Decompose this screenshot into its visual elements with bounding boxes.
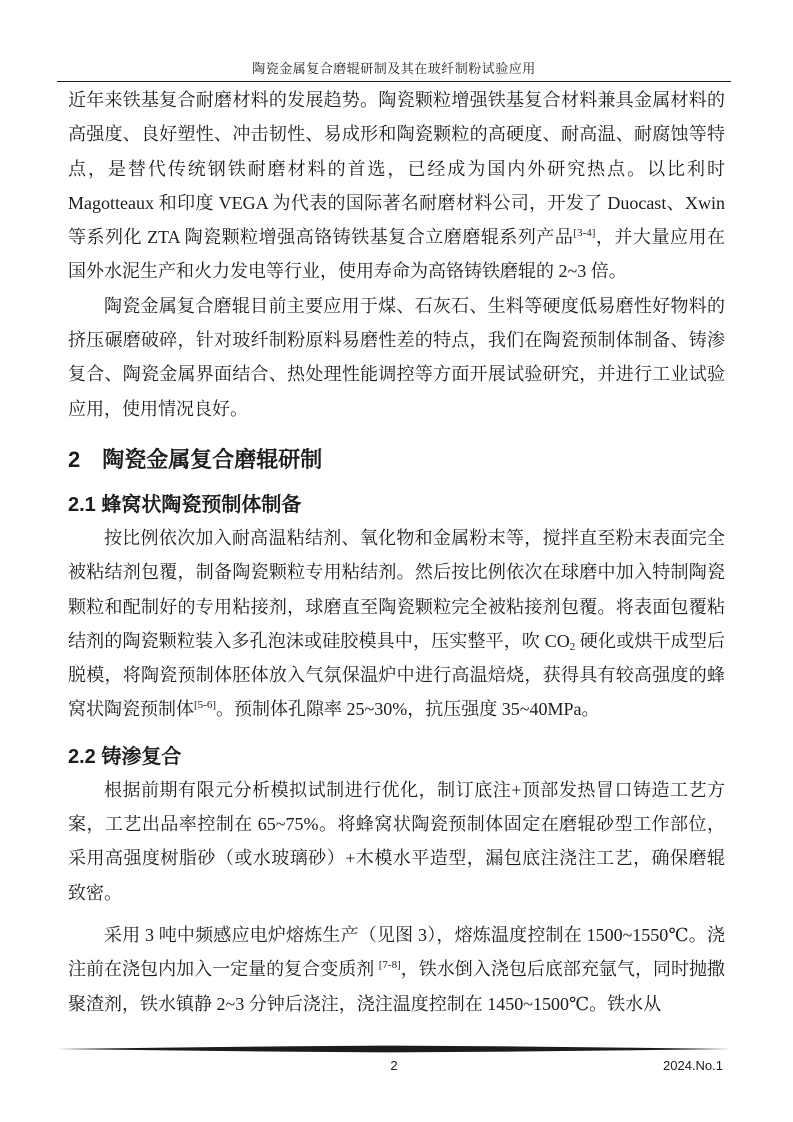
page-number: 2	[390, 1058, 398, 1073]
text-run: 。预制体孔隙率 25~30%，抗压强度 35~40MPa。	[216, 699, 600, 720]
text-run: ，并大量应用在国外水泥生产和火力发电等行业，使用寿命为高铬铸铁磨辊的 2~3 倍。	[68, 227, 725, 282]
citation-superscript: [7-8]	[378, 959, 401, 972]
body-paragraph	[68, 83, 725, 289]
citation-superscript: [3-4]	[573, 227, 596, 240]
running-header-title: 陶瓷金属复合磨辊研制及其在玻纤制粉试验应用	[252, 61, 536, 76]
subsection-heading: 2.1 蜂窝状陶瓷预制体制备	[68, 493, 302, 516]
text-run: 采用 3 吨中频感应电炉熔炼生产（见图 3），熔炼温度控制在 1500~1550℃。浇注前在浇包内加入一定量的复合变质剂	[68, 924, 725, 980]
header-rule-divider	[57, 81, 731, 82]
page-footer	[57, 1045, 731, 1076]
subsection-heading: 2.2 铸渗复合	[68, 745, 182, 768]
issue-label: 2024.No.1	[663, 1058, 723, 1073]
text-run: 根据前期有限元分析模拟试制进行优化，制订底注+顶部发热冒口铸造工艺方案，工艺出品率控制在 65~75%。将蜂窝状陶瓷预制体固定在磨辊砂型工作部位，采用高强度树脂砂（或水玻璃砂）+木模水平造型，漏包底注浇注工艺，确保磨辊致密。	[68, 779, 725, 903]
body-paragraph	[68, 521, 725, 727]
body-paragraph	[68, 773, 725, 910]
text-run: 硬化或烘干成型后脱模，将陶瓷预制体胚体放入气氛保温炉中进行高温焙烧，获得具有较高强度的蜂窝状陶瓷预制体	[68, 630, 725, 720]
text-run: 陶瓷金属复合磨辊目前主要应用于煤、石灰石、生料等硬度低易磨性好物料的挤压碾磨破碎，针对玻纤制粉原料易磨性差的特点，我们在陶瓷预制体制备、铸渗复合、陶瓷金属界面结合、热处理性能调控等方面开展试验研究，并进行工业试验应用，使用情况良好。	[68, 295, 725, 419]
body-paragraph	[68, 918, 725, 1021]
text-run: 近年来铁基复合耐磨材料的发展趋势。陶瓷颗粒增强铁基复合材料兼具金属材料的高强度、良好塑性、冲击韧性、易成形和陶瓷颗粒的高硬度、耐高温、耐腐蚀等特点，是替代传统钢铁耐磨材料的首选，已经成为国内外研究热点。以比利时 Magotteaux 和印度 VEGA 为代表的国际著名耐磨材料公司，开发了 Duocast、Xwin 等系列化 ZTA 陶瓷颗粒增强高铬铸铁基复合立磨磨辊系列产品	[68, 90, 725, 248]
footer-rule-divider	[57, 1045, 731, 1053]
section-heading: 2 陶瓷金属复合磨辊研制	[68, 446, 323, 472]
text-run: 按比例依次加入耐高温粘结剂、氧化物和金属粉末等，搅拌直至粉末表面完全被粘结剂包覆，制备陶瓷颗粒专用粘结剂。然后按比例依次在球磨中加入特制陶瓷颗粒和配制好的专用粘接剂，球磨直至陶瓷颗粒完全被粘接剂包覆。将表面包覆粘结剂的陶瓷颗粒装入多孔泡沫或硅胶模具中，压实整平，吹 CO	[68, 527, 725, 651]
footer-meta-row	[57, 1058, 731, 1076]
body-paragraph	[68, 289, 725, 426]
subscript: 2	[569, 640, 576, 653]
citation-superscript: [5-6]	[194, 699, 216, 712]
text-run: ，铁水倒入浇包后底部充氩气，同时抛撒聚渣剂，铁水镇静 2~3 分钟后浇注，浇注温度控制在 1450~1500℃。铁水从	[68, 959, 725, 1014]
page-body	[68, 83, 725, 1021]
running-header	[57, 58, 731, 82]
